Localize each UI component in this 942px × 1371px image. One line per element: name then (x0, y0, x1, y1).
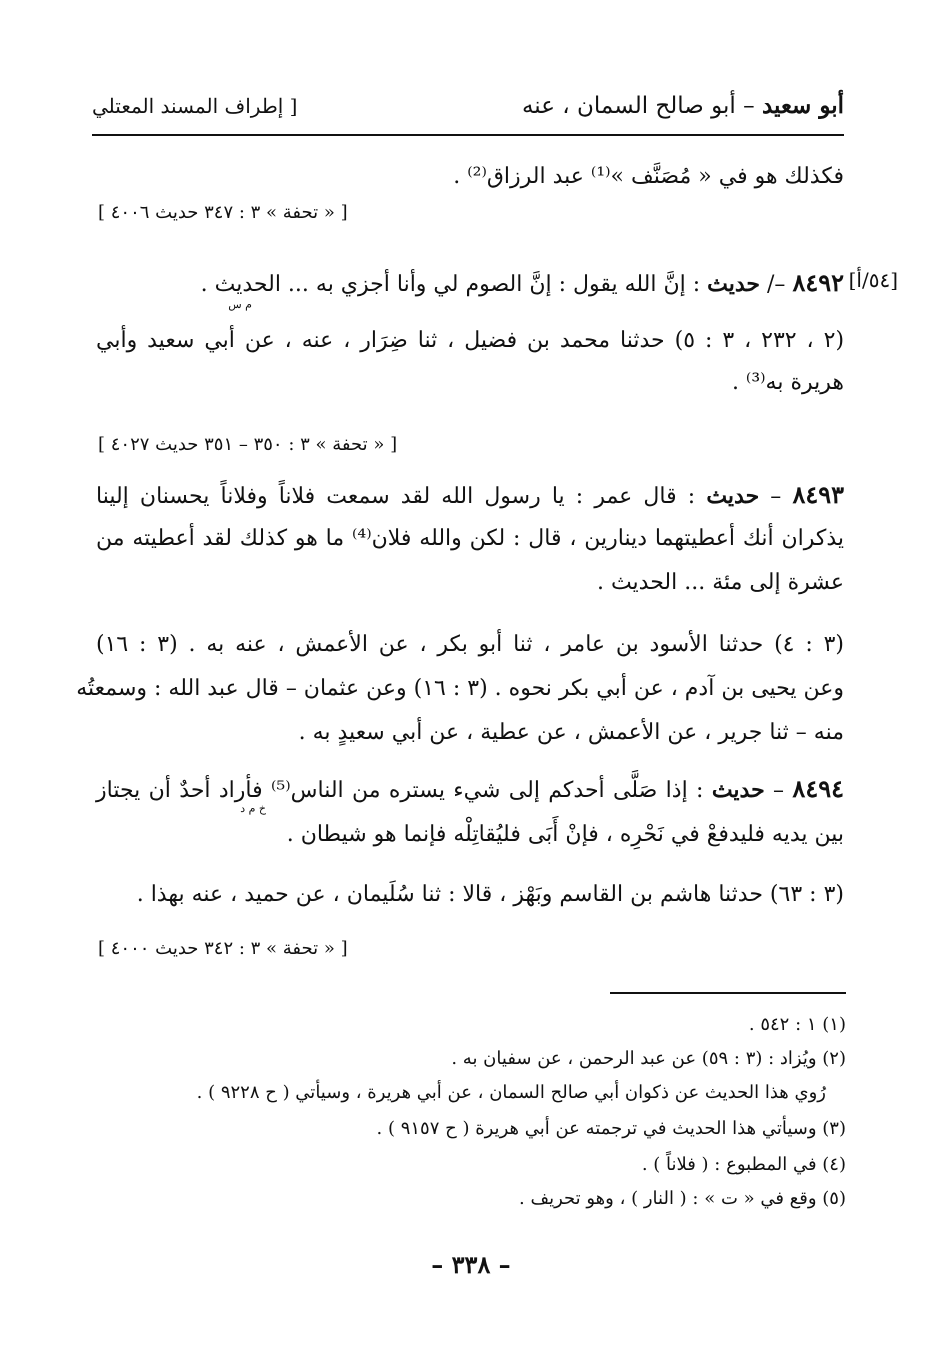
text-line: بين يديه فليدفعْ في نَحْرِه ، فإنْ أَبَى فليُقاتِلْه فإنما هو شيطان . (286, 822, 844, 847)
footnote-continuation: رُوي هذا الحديث عن ذكوان أبي صالح السمان ، عن أبي هريرة ، وسيأتي ( ح ٩٢٢٨ ) . (196, 1082, 826, 1103)
footnote: (٤) في المطبوع : ( فلاناً ) . (641, 1154, 846, 1175)
footnote: (٥) وقع في « ت » : ( النار ) ، وهو تحريف . (519, 1188, 846, 1209)
tuhfa-reference: [ « تحفة » ٣ : ٣٤٢ حديث ٤٠٠٠ ] (98, 938, 348, 959)
text-line: منه – ثنا جرير ، عن الأعمش ، عن عطية ، عن أبي سعيدٍ به . (298, 720, 844, 745)
header-title-rest: – أبو صالح السمان ، عنه (521, 93, 762, 119)
source-sigla: خ م د (240, 802, 266, 815)
source-sigla: م س (228, 298, 252, 311)
text-line: فكذلك هو في « مُصَنَّف »⁽¹⁾ عبد الرزاق⁽²⁾ . (453, 164, 844, 189)
hadith-text: : إذا صَلَّى أحدكم إلى شيء يستره من الناس⁽⁵⁾ فأراد أحدٌ أن يجتاز (96, 778, 712, 803)
hadith-8493 (96, 478, 844, 514)
hadith-8494 (96, 772, 844, 808)
header-title-bold: أبو سعيد (761, 92, 844, 119)
footnote: (٣) وسيأتي هذا الحديث في ترجمته عن أبي هريرة ( ح ٩١٥٧ ) . (376, 1118, 846, 1139)
hadith-dash: – (764, 778, 793, 803)
hadith-8492 (96, 266, 844, 302)
hadith-keyword: حديث (711, 777, 765, 803)
hadith-number: ٨٤٩٣ (792, 480, 844, 509)
text-line: (٣ : ٤) حدثنا الأسود بن عامر ، ثنا أبو بكر ، عن الأعمش ، عنه به . (٣ : ١٦) (96, 632, 844, 657)
hadith-text: : قال عمر : يا رسول الله لقد سمعت فلاناً وفلاناً يحسنان إلينا (96, 484, 707, 509)
text-line: عشرة إلى مئة ... الحديث . (596, 570, 844, 595)
running-header (92, 92, 844, 132)
footnote: (٢) ويُزاد : (٣ : ٥٩) عن عبد الرحمن ، عن سفيان به . (451, 1048, 846, 1069)
text-line: (٢ ، ٢٣٢ ، ٣ : ٥) حدثنا محمد بن فضيل ، ثنا ضِرَار ، عنه ، عن أبي سعيد وأبي (96, 328, 845, 353)
text-line: يذكران أنك أعطيتهما دينارين ، قال : لكن والله فلان⁽⁴⁾ ما هو كذلك لقد أعطيته من (96, 526, 844, 551)
hadith-keyword: حديث (707, 271, 761, 297)
hadith-dash: – (759, 484, 793, 509)
text-line: هريرة به⁽³⁾ . (731, 370, 844, 395)
hadith-number: ٨٤٩٤ (792, 774, 844, 803)
footnote: (١) ١ : ٥٤٢ . (748, 1014, 846, 1035)
tuhfa-reference: [ « تحفة » ٣ : ٣٤٧ حديث ٤٠٠٦ ] (98, 202, 348, 223)
hadith-dash: –/ (760, 272, 793, 297)
text-line: وعن يحيى بن آدم ، عن أبي بكر نحوه . (٣ : ١٦) وعن عثمان – قال عبد الله : وسمعتُه (76, 676, 844, 701)
text-line: (٣ : ٦٣) حدثنا هاشم بن القاسم وبَهْز ، قالا : ثنا سُلَيمان ، عن حميد ، عنه بهذا . (136, 882, 844, 907)
tuhfa-reference: [ « تحفة » ٣ : ٣٥٠ – ٣٥١ حديث ٤٠٢٧ ] (98, 434, 398, 455)
footnote-rule (610, 992, 846, 994)
hadith-text: : إنَّ الله يقول : إنَّ الصوم لي وأنا أجزي به ... الحديث . (200, 272, 708, 297)
header-rule (92, 134, 844, 136)
header-book-title: [ إطراف المسند المعتلي (92, 94, 298, 118)
manuscript-folio-marker: [٥٤/أ] (848, 268, 898, 292)
page-number: – ٣٣٨ – (431, 1250, 511, 1279)
header-title (522, 92, 844, 119)
hadith-number: ٨٤٩٢ (792, 268, 844, 297)
hadith-keyword: حديث (706, 483, 760, 509)
